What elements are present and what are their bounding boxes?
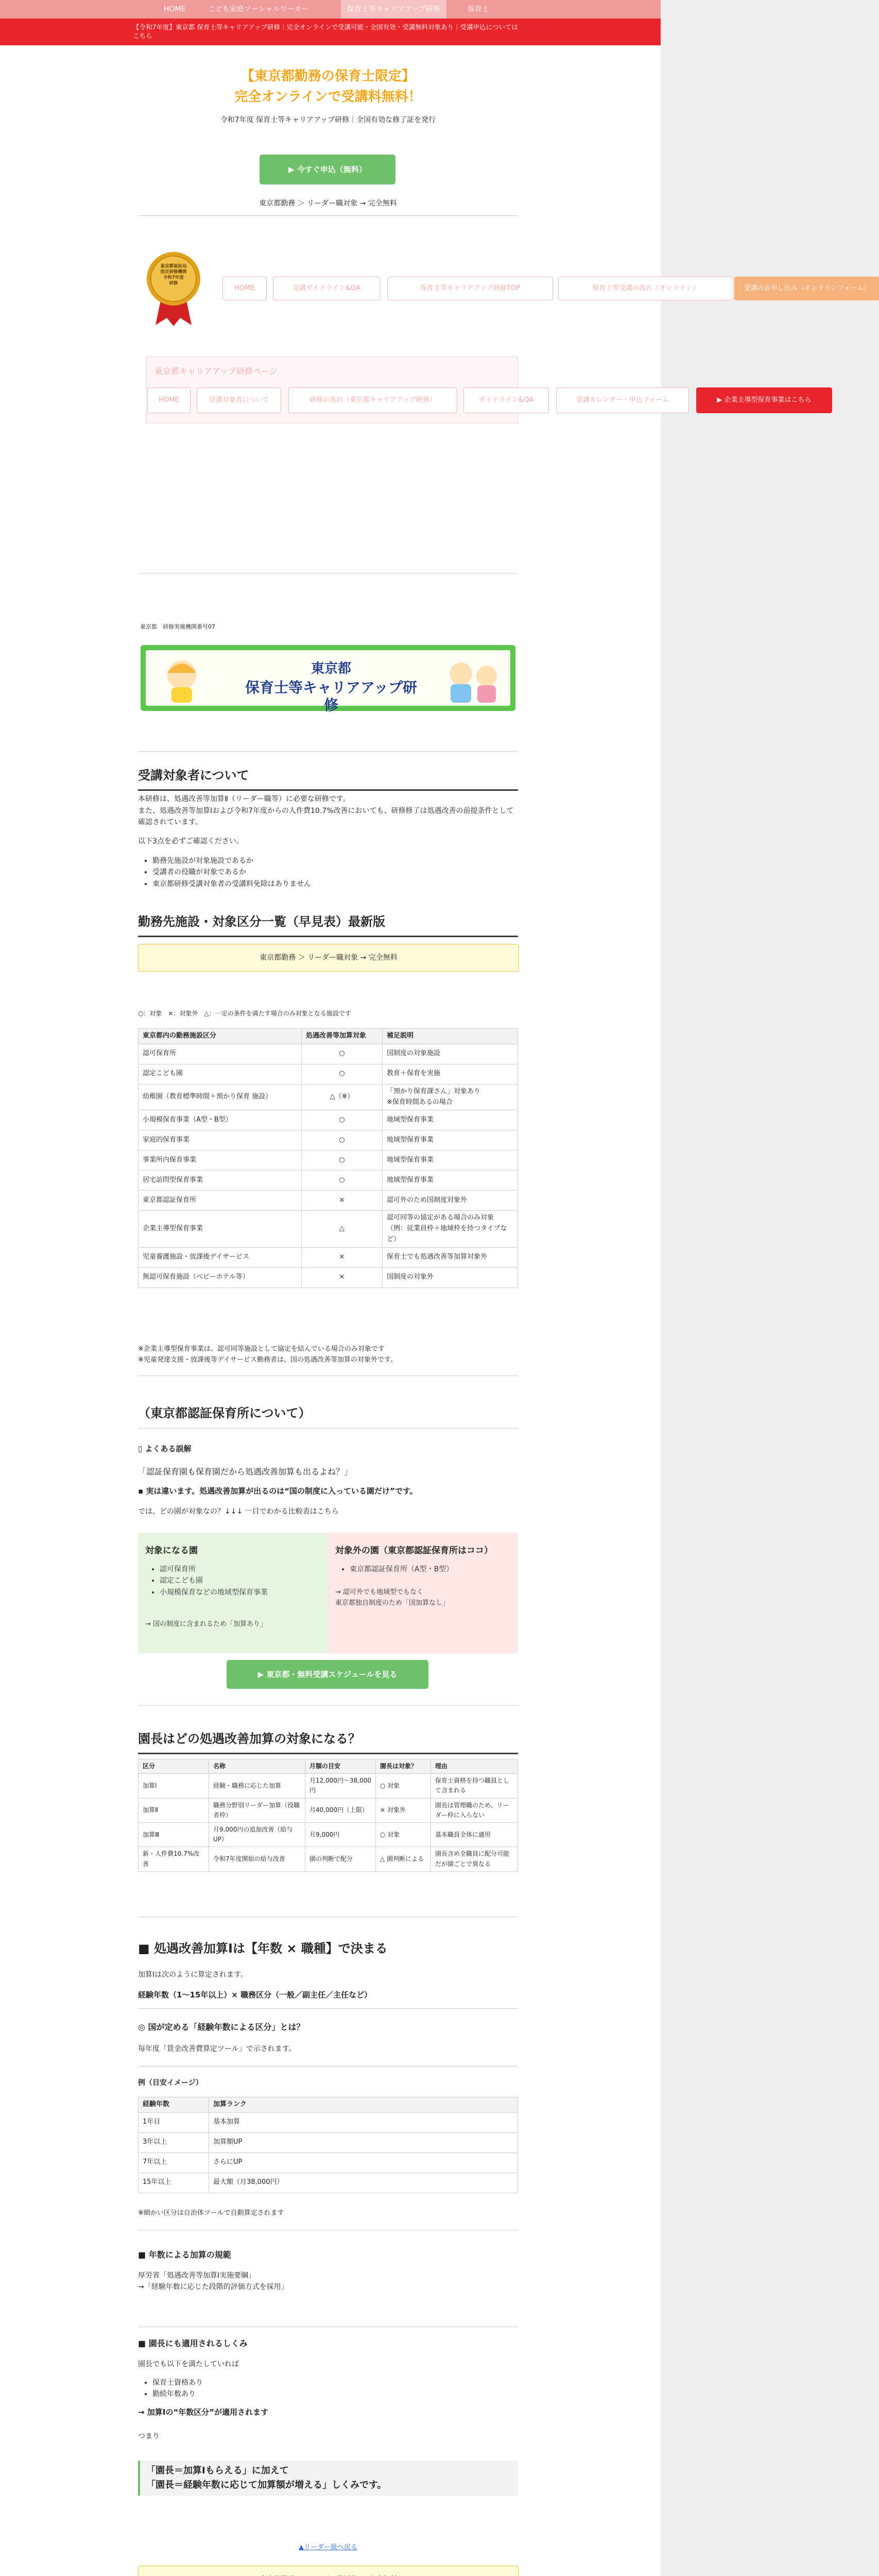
table-cell: 認可同等の協定がある場合のみ対象 （例：従業員枠＋地域枠を持つタイプなど） — [383, 1211, 518, 1247]
table-cell: 月9,000円の追加改善（給与UP） — [209, 1822, 305, 1846]
bonus-heading — [138, 1939, 518, 1958]
faq-label-text: よくある誤解 — [145, 1444, 192, 1453]
target-p2: また、処遇改善等加算Ⅰおよび令和7年度からの人件費10.7%改善においても、研修修了は処遇改善の前提条件として確認されています。 — [138, 807, 514, 827]
table-cell: さらにUP — [209, 2153, 518, 2173]
divider — [138, 751, 518, 752]
bonus-sub1: ◎ 国が定める「経験年数による区分」とは？ — [138, 2022, 305, 2032]
table-cell: 基本職員全体に適用 — [431, 1822, 518, 1846]
director-heading-text: 園長はどの処遇改善加算の対象になる？ — [138, 1732, 360, 1746]
facility-heading — [138, 912, 518, 937]
table-cell: 保育士資格を持つ職員として含まれる — [431, 1774, 518, 1798]
table-cell: 地域型保育事業 — [383, 1110, 518, 1130]
table-cell: 地域型保育事業 — [383, 1150, 518, 1171]
director-rule-result: → 加算Ⅰの“年数区分”が適用されます — [138, 2408, 269, 2417]
table-cell: 東京都認証保育所 — [139, 1191, 302, 1211]
table-cell: 基本加算 — [209, 2112, 518, 2132]
table-cell: 15年以上 — [139, 2173, 209, 2193]
certified-badge-icon — [145, 249, 202, 326]
hero-title-line1: 【東京都勤務の保育士限定】 — [240, 69, 415, 84]
table-cell: 認定こども園 — [139, 1064, 302, 1084]
table-cell: × — [302, 1247, 383, 1267]
pill2-target[interactable]: 受講対象者について — [197, 387, 281, 413]
badge-line1: 東京都福祉局 — [160, 264, 187, 269]
badge-line3: 令和7年度 — [163, 275, 184, 280]
banner-inner — [146, 650, 510, 714]
ninsho-heading-text: （東京都認証保育所について） — [138, 1406, 311, 1420]
legend-text: ○：対象 ×：対象外 △：一定の条件を満たす場合のみ対象となる施設です — [138, 1010, 351, 1017]
banner-title-1: 東京都 — [311, 661, 351, 676]
banner-title-2: 保育士等キャリアアップ研修 — [245, 679, 418, 714]
rule-text: 厚労省「処遇改善等加算Ⅰ実施要綱」 →「経験年数に応じた段階的評価方式を採用」 — [138, 2272, 288, 2292]
example-note: ※細かい区分は自治体ツールで自動算定されます — [138, 2209, 284, 2217]
comparison-box — [138, 1533, 518, 1653]
free-notice-banner-2[interactable] — [138, 2566, 519, 2576]
director-rule-heading: ■ 園長にも適用されるしくみ — [138, 2338, 248, 2348]
table-cell: 加算Ⅲ — [139, 1822, 209, 1846]
announcement-bar[interactable] — [0, 19, 661, 45]
table-cell: 国制度の対象施設 — [383, 1044, 518, 1064]
table-row — [139, 1130, 518, 1150]
top-nav-social-worker[interactable]: こども家庭ソーシャルワーカー — [208, 5, 309, 13]
hero-title-line2: 完全オンラインで受講料無料！ — [234, 89, 422, 105]
target-heading — [138, 766, 518, 791]
table-row — [139, 1798, 518, 1822]
table-cell: ○ — [302, 1064, 383, 1084]
table-cell: 地域型保育事業 — [383, 1171, 518, 1191]
table-row — [139, 1774, 518, 1798]
schedule-button[interactable]: ▶ 東京都・無料受講スケジュールを見る — [227, 1660, 428, 1689]
table-cell: 最大額（月38,000円） — [209, 2173, 518, 2193]
career-up-banner — [141, 645, 515, 714]
table-row — [139, 1267, 518, 1287]
ninsho-heading — [138, 1403, 518, 1423]
table-row — [139, 2173, 518, 2193]
table-cell: × 対象外 — [376, 1798, 431, 1822]
table-cell: △ 園判断による — [376, 1847, 431, 1871]
table-cell: 7年以上 — [139, 2153, 209, 2173]
table-cell: ○ — [302, 1130, 383, 1150]
table-cell: ○ 対象 — [376, 1774, 431, 1798]
director-table — [138, 1759, 518, 1872]
table-row — [139, 1191, 518, 1211]
teacher-illustration-icon — [437, 653, 509, 704]
table-cell: 経験・職務に応じた加算 — [209, 1774, 305, 1798]
table-cell: 教育＋保育を実施 — [383, 1064, 518, 1084]
faq-answer: ▪ 実は違います。処遇改善加算が出るのは“国の制度に入っている園だけ”です。 — [138, 1486, 418, 1496]
column-header: 東京都内の勤務施設区分 — [139, 1029, 302, 1044]
summary-quote — [138, 2461, 518, 2496]
target-p1: 本研修は、処遇改善等加算Ⅱ（リーダー職等）に必要な研修です。 — [138, 795, 350, 803]
badge-text — [154, 264, 193, 286]
facility-table — [138, 1028, 518, 1288]
top-nav — [0, 0, 661, 19]
table-cell: 事業所内保育事業 — [139, 1150, 302, 1171]
pill-application-form[interactable]: 受講のお申し込み（オンラインフォーム） — [734, 277, 879, 300]
table-row — [139, 1247, 518, 1267]
table-cell: 月9,000円 — [305, 1822, 376, 1846]
comparison-target-title: 対象になる園 — [145, 1546, 198, 1556]
table-row — [139, 1110, 518, 1130]
child-illustration-icon — [156, 654, 218, 704]
column-header: 区分 — [139, 1759, 209, 1774]
facility-table-body — [139, 1044, 518, 1287]
banner-small-label: 東京都 研修実施機関番号07 — [140, 623, 215, 630]
table-cell: △（※） — [302, 1084, 383, 1110]
table-cell: 地域型保育事業 — [383, 1130, 518, 1150]
director-table-body — [139, 1774, 518, 1872]
table-header-row — [139, 2097, 518, 2113]
table-cell: 月12,000円〜38,000円 — [305, 1774, 376, 1798]
table-cell: 加算額UP — [209, 2132, 518, 2153]
comparison-excluded-list — [335, 1564, 453, 1575]
table-cell: △ — [302, 1211, 383, 1247]
apply-now-button[interactable]: ▶ 今すぐ申込（無料） — [260, 155, 395, 184]
hero-subtitle: 令和7年度 保育士等キャリアアップ研修｜全国有効な修了証を発行 — [220, 116, 436, 124]
table-header-row — [139, 1759, 518, 1774]
table-row — [139, 1822, 518, 1846]
table-header-row — [139, 1029, 518, 1044]
table-row — [139, 1064, 518, 1084]
comparison-target-list — [145, 1564, 268, 1598]
list-item: • 勤続年数あり — [152, 2388, 532, 2400]
right-gutter — [661, 0, 879, 2576]
facility-heading-text: 勤務先施設・対象区分一覧（早見表）最新版 — [138, 914, 385, 929]
bonus-sub1-text: 毎年度「賃金改善費算定ツール」で示されます。 — [138, 2045, 296, 2053]
example-label: 例（目安イメージ） — [138, 2079, 203, 2087]
back-link[interactable]: ▲リーダー級へ戻る — [299, 2544, 357, 2551]
pill2-flow[interactable]: 研修の流れ（東京都キャリアアップ研修） — [288, 387, 457, 413]
column-header: 加算ランク — [209, 2097, 518, 2113]
table-cell: 職務分野別リーダー加算（役職者枠） — [209, 1798, 305, 1822]
list-item: • 小規模保育などの地域型保育事業 — [160, 1587, 268, 1598]
table-cell: 園長含め全職員に配分可能だが園ごとで異なる — [431, 1847, 518, 1871]
faq-question: 「認証保育園も保育園だから処遇改善加算も出るよね？」 — [138, 1467, 353, 1477]
faq-answer-text: 実は違います。処遇改善加算が出るのは“国の制度に入っている園だけ”です。 — [146, 1486, 418, 1496]
table-cell: 園長は管理職のため、リーダー枠に入らない — [431, 1798, 518, 1822]
announcement-text: 【令和7年度】東京都 保育士等キャリアアップ研修｜完全オンラインで受講可能・全国有効・受講無料対象あり｜受講申込についてはこちら — [133, 23, 518, 40]
hero-breadcrumb: 東京都勤務 ＞ リーダー職対象 → 完全無料 — [259, 199, 397, 208]
column-header: 補足説明 — [383, 1029, 518, 1044]
comparison-target — [138, 1533, 328, 1653]
top-nav-career-up[interactable]: 保育士等キャリアアップ研修 — [341, 0, 446, 19]
table-cell: 認可保育所 — [139, 1044, 302, 1064]
table-cell: ○ — [302, 1171, 383, 1191]
summary-quote-2: 「園長＝経験年数に応じて加算額が増える」しくみです。 — [146, 2480, 387, 2490]
table-row — [139, 1150, 518, 1171]
list-item: • 保育士資格あり — [152, 2377, 532, 2388]
comparison-excluded-title: 対象外の園（東京都認証保育所はココ） — [335, 1546, 493, 1556]
list-item: • 受講者の役職が対象であるか — [152, 867, 532, 878]
column-header: 名称 — [209, 1759, 305, 1774]
pill2-guideline[interactable]: ガイドライン&QA — [463, 387, 549, 413]
list-item: • 東京都研修受講対象者の受講料免除はありません — [152, 878, 532, 890]
table-cell: × — [302, 1267, 383, 1287]
pill-home[interactable]: HOME — [222, 277, 267, 300]
divider — [138, 215, 518, 216]
target-list — [138, 855, 532, 890]
director-heading — [138, 1729, 518, 1754]
table-row — [139, 1044, 518, 1064]
director-rule-list — [138, 2377, 532, 2400]
table-row — [139, 1211, 518, 1247]
table-cell: 家庭的保育事業 — [139, 1130, 302, 1150]
rule-heading: ■ 年数による加算の規範 — [138, 2250, 231, 2260]
list-item: • 認定こども園 — [160, 1575, 268, 1586]
table-row — [139, 1171, 518, 1191]
director-rule-text: 園長でも以下を満たしていれば — [138, 2360, 239, 2368]
list-item: • 勤務先施設が対象施設であるか — [152, 855, 532, 867]
comparison-target-foot: → 国の制度に含まれるため「加算あり」 — [145, 1620, 267, 1628]
divider — [138, 1428, 518, 1429]
table-cell: 無認可保育施設（ベビーホテル等） — [139, 1267, 302, 1287]
table-cell: 認可外のため国制度対象外 — [383, 1191, 518, 1211]
column-header: 園長は対象？ — [376, 1759, 431, 1774]
pill2-home[interactable]: HOME — [147, 387, 191, 413]
bonus-heading-text: ■ 処遇改善加算Ⅰは【年数 × 職種】で決まる — [138, 1941, 388, 1956]
table-cell: 加算Ⅰ — [139, 1774, 209, 1798]
table-cell: ○ — [302, 1044, 383, 1064]
divider — [138, 2008, 518, 2009]
summary-quote-1: 「園長＝加算Ⅰもらえる」に加えて — [146, 2465, 289, 2476]
column-header: 理由 — [431, 1759, 518, 1774]
pill-guideline-qa[interactable]: 受講ガイドライン&QA — [273, 277, 380, 300]
table-cell: 3年以上 — [139, 2132, 209, 2153]
table-cell: 「預かり保育課さん」対象あり ※保育時間あるの場合 — [383, 1084, 518, 1110]
facility-note-1: ※企業主導型保育事業は、認可同等施設として協定を結んでいる場合のみ対象です — [138, 1345, 385, 1353]
list-item: • 東京都認証保育所（A型・B型） — [350, 1564, 453, 1575]
table-cell: ○ 対象 — [376, 1822, 431, 1846]
table-row — [139, 2112, 518, 2132]
faq-answer-2: では、どの園が対象なの？↓↓↓ 一目でわかる比較表はこちら — [138, 1507, 339, 1516]
faq-label: ▯ よくある誤解 — [138, 1444, 192, 1453]
section-nav-label: 東京都キャリアアップ研修ページ — [154, 366, 278, 376]
pill2-calendar[interactable]: 受講カレンダー・申込フォーム — [556, 387, 689, 413]
free-notice-banner[interactable]: 東京都勤務 ＞ リーダー職対象 → 完全無料 — [138, 944, 519, 972]
column-header: 月額の目安 — [305, 1759, 376, 1774]
column-header: 経験年数 — [139, 2097, 209, 2113]
table-cell: 児童養護施設・放課後デイサービス — [139, 1247, 302, 1267]
table-cell: 保育士でも処遇改善等加算対象外 — [383, 1247, 518, 1267]
list-item: • 認可保育所 — [160, 1564, 268, 1575]
column-header: 処遇改善等加算対象 — [302, 1029, 383, 1044]
table-cell: 企業主導型保育事業 — [139, 1211, 302, 1247]
table-cell: 園の判断で配分 — [305, 1847, 376, 1871]
table-row — [139, 1084, 518, 1110]
table-row — [139, 2132, 518, 2153]
hero-title — [138, 66, 518, 107]
table-cell: 1年目 — [139, 2112, 209, 2132]
table-cell: 小規模保育事業（A型・B型） — [139, 1110, 302, 1130]
example-table — [138, 2097, 518, 2193]
table-cell: × — [302, 1191, 383, 1211]
facility-note-2: ※児童発達支援・放課後等デイサービス勤務者は、国の処遇改善等加算の対象外です。 — [138, 1356, 397, 1364]
table-row — [139, 1847, 518, 1871]
divider — [138, 1705, 518, 1706]
pill-career-up-top[interactable]: 保育士等キャリアアップ研修TOP — [387, 277, 553, 300]
table-cell: 令和7年度開始の給与改善 — [209, 1847, 305, 1871]
top-nav-hoikushi[interactable]: 保育士 — [468, 5, 489, 13]
top-nav-home[interactable]: HOME — [164, 5, 186, 13]
table-cell: 居宅訪問型保育事業 — [139, 1171, 302, 1191]
target-heading-text: 受講対象者について — [138, 768, 249, 783]
comparison-excluded-foot: → 認可外でも地域型でもなく 東京都独自制度のため「国加算なし」 — [335, 1588, 450, 1607]
bonus-p1: 加算Ⅰは次のように算定されます。 — [138, 1971, 248, 1979]
table-cell: 月40,000円（上限） — [305, 1798, 376, 1822]
pill2-company-type[interactable]: ▶ 企業主導型保育事業はこちら — [696, 387, 832, 413]
table-cell: 幼稚園（教育標準時間＋預かり保育 施設） — [139, 1084, 302, 1110]
table-cell: 加算Ⅱ — [139, 1798, 209, 1822]
example-table-body — [139, 2112, 518, 2193]
summary-label: つまり — [138, 2432, 160, 2441]
table-cell: 新・人件費10.7%改善 — [139, 1847, 209, 1871]
bonus-formula: 経験年数（1〜15年以上）× 職務区分（一般／副主任／主任など） — [138, 1990, 372, 1999]
table-cell: ○ — [302, 1110, 383, 1130]
target-p3: 以下3点を必ずご確認ください。 — [138, 837, 244, 845]
badge-line2: 指定研修機関 — [160, 269, 187, 275]
table-cell: 国制度の対象外 — [383, 1267, 518, 1287]
table-row — [139, 2153, 518, 2173]
badge-line4: 研修 — [169, 281, 178, 286]
table-cell: ○ — [302, 1150, 383, 1171]
comparison-excluded — [328, 1533, 518, 1653]
pill-online-flow[interactable]: 保育士等受講の流れ（オンライン） — [558, 277, 733, 300]
